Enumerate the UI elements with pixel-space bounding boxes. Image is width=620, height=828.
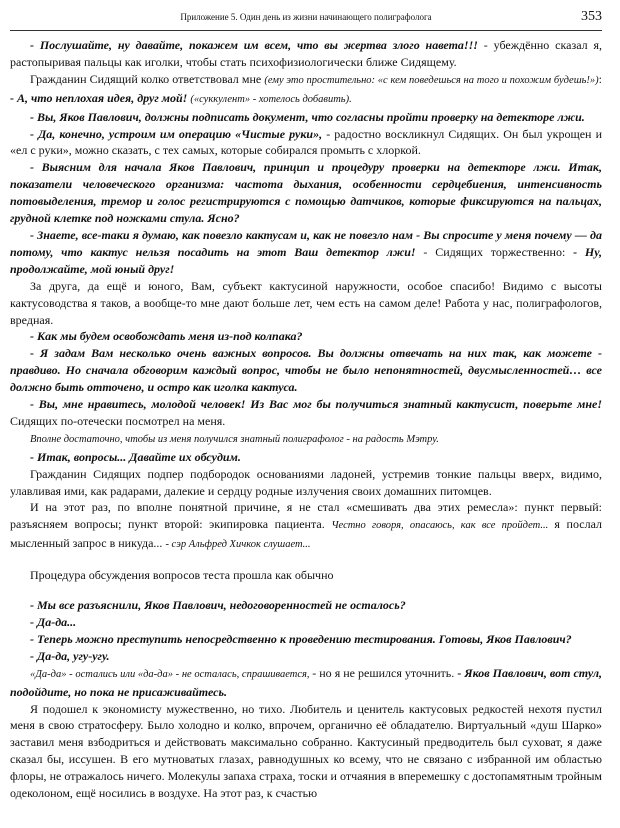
narrative-text: За друга, да ещё и юного, Вам, субъект кактусиной наружности, особое спасибо! Видимо с высоты кактусоводства я таков, а вообще-то мне дают больше лет, чем есть на самом деле! Работа у нас, полиграфологов, вредная.	[10, 278, 602, 327]
narrative-text: Сидящих по-отечески посмотрел на меня.	[10, 413, 226, 428]
aside-note: («суккулент» - хотелось добавить).	[190, 93, 352, 105]
page-number: 353	[581, 9, 602, 24]
paragraph	[10, 648, 602, 665]
narrative-text: - но я не решился уточнить.	[312, 665, 458, 680]
narrative-text: И на этот раз, по вполне понятной причине, я не стал «смешивать два этих ремесла»: пункт первый: разъясняем вопросы; пункт второй: экипировка пациента.	[10, 500, 602, 532]
dialogue-line: - Да-да...	[30, 615, 77, 629]
narrative-text: Гражданин Сидящий колко ответствовал мне	[30, 71, 265, 86]
paragraph	[10, 328, 602, 345]
dialogue-line: - Яков Павлович, вот стул, подойдите, но пока не присаживайтесь.	[10, 665, 602, 699]
dialogue-line: - Мы все разъяснили, Яков Павлович, недоговоренностей не осталось?	[30, 598, 406, 613]
narrative-text: - Сидящих торжественно:	[415, 244, 574, 259]
dialogue-line: - Как мы будем освобождать меня из-под колпака?	[30, 329, 303, 344]
narrative-text: :	[598, 71, 602, 86]
paragraph	[10, 159, 602, 227]
dialogue-line: - Я задам Вам несколько очень важных вопросов. Вы должны отвечать на них так, как можете - правдиво. Но сначала обговорим каждый вопрос, чтобы не было непонятностей, двусмысленностей… все должно быть отточено, и остро как иголка кактуса.	[10, 346, 602, 395]
narrative-text: я послал мысленный запрос в никуда...	[10, 517, 602, 551]
aside-note: «Да-да» - остались или «да-да» - не осталась, спрашивается,	[30, 668, 313, 680]
paragraph	[10, 37, 602, 71]
paragraph	[10, 614, 602, 631]
aside-note: Вполне достаточно, чтобы из меня получился знатный полиграфолог - на радость Мэтру.	[30, 433, 439, 445]
paragraph	[10, 126, 602, 160]
dialogue-line: - А, что неплохая идея, друг мой!	[10, 90, 188, 105]
running-title: Приложение 5. Один день из жизни начинающего полиграфолога	[180, 12, 432, 22]
paragraph	[10, 278, 602, 329]
dialogue-line: - Вы, мне нравитесь, молодой человек! Из Вас мог бы получиться знатный кактусист, поверьте мне!	[30, 397, 602, 412]
paragraph	[10, 597, 602, 614]
dialogue-line: - Выясним для начала Яков Павлович, принцип и процедуру проверки на детекторе лжи. Итак, показатели человеческого организма: частота дыхания, особенности сердцебиения, интенсивность потовыделения, тремор и голос регистрируются с помощью датчиков, которые фиксируются на пальцах, грудной клетке под ножками стула. Ясно?	[10, 160, 602, 226]
dialogue-line: - Теперь можно преступить непосредственно к проведению тестирования. Готовы, Яков Павлович?	[30, 631, 572, 646]
paragraph	[10, 430, 602, 449]
paragraph	[10, 396, 602, 430]
aside-note: Честно говоря, опасаюсь, как все пройдет...	[331, 520, 555, 532]
dialogue-line: - Знаете, все-таки я думаю, как повезло кактусам и, как не повезло нам - Вы спросите у меня почему — да потому, что кактус нельзя посадить на этот Ваш детектор лжи!	[10, 227, 602, 259]
aside-note: - сэр Альфред Хичкок слушает...	[165, 539, 311, 551]
paragraph	[10, 71, 602, 109]
narrative-text: Процедура обсуждения вопросов теста прошла как обычно	[30, 568, 334, 583]
dialogue-line: - Вы, Яков Павлович, должны подписать документ, что согласны пройти проверку на детекторе лжи.	[30, 109, 585, 124]
dialogue-line: - Да, конечно, устроим им операцию «Чистые руки»,	[30, 126, 323, 141]
paragraph	[10, 466, 602, 500]
paragraph	[10, 449, 602, 466]
dialogue-line: - Послушайте, ну давайте, покажем им всем, что вы жертва злого навета!!!	[30, 38, 478, 52]
paragraph	[10, 631, 602, 648]
dialogue-line: - Да-да, угу-угу.	[30, 648, 110, 663]
narrative-text: Гражданин Сидящих подпер подбородок основаниями ладоней, устремив тонкие пальцы вверх, видимо, улавливая ими, как радарами, далекие и сердцу родные излучения своих домашних питомцев.	[10, 466, 602, 498]
paragraph	[10, 109, 602, 126]
narrative-text: Я подошел к экономисту мужественно, но тихо. Любитель и ценитель кактусовых редкостей нехотя пустил меня в свою стратосферу. Было холодно и колко, впрочем, органично её обладателю. Виртуальный «душ Шарко» заставил меня взбодриться и действовать максимально собранно. Кактусиный предводитель был суховат, я даже сказал бы, иссушен. В его мутноватых глазах, равнодушных ко всему, что не связано с избранной им областью флоры, не отражалось ничего. Молекулы запаха страха, тоски и отчаяния в вперемешку с достопамятным тройным одеколоном, ещё носились в воздухе. На этот раз, к счастью	[10, 701, 602, 801]
dialogue-line: - Итак, вопросы... Давайте их обсудим.	[30, 449, 241, 464]
dialogue-line: - Ну, продолжайте, мой юный друг!	[10, 244, 602, 276]
paragraph	[10, 567, 602, 584]
paragraph	[10, 227, 602, 278]
paragraph	[10, 665, 602, 701]
paragraph	[10, 345, 602, 396]
paragraph	[10, 499, 602, 554]
page-header	[10, 0, 602, 31]
narrative-text: - убеждённо сказал я, растопыривая пальцы как иголки, чтобы стать психофизиологически ближе Сидящему.	[10, 38, 602, 69]
paragraph	[10, 701, 602, 802]
aside-note: (ему это простительно: «с кем поведешься на того и похожим будешь!»)	[264, 74, 599, 86]
narrative-text: - радостно воскликнул Сидящих. Он был укрощен и «ел с руки», можно сказать, с тех самых, которые собирался промыть с хлоркой.	[10, 126, 602, 158]
text-body	[10, 37, 602, 802]
